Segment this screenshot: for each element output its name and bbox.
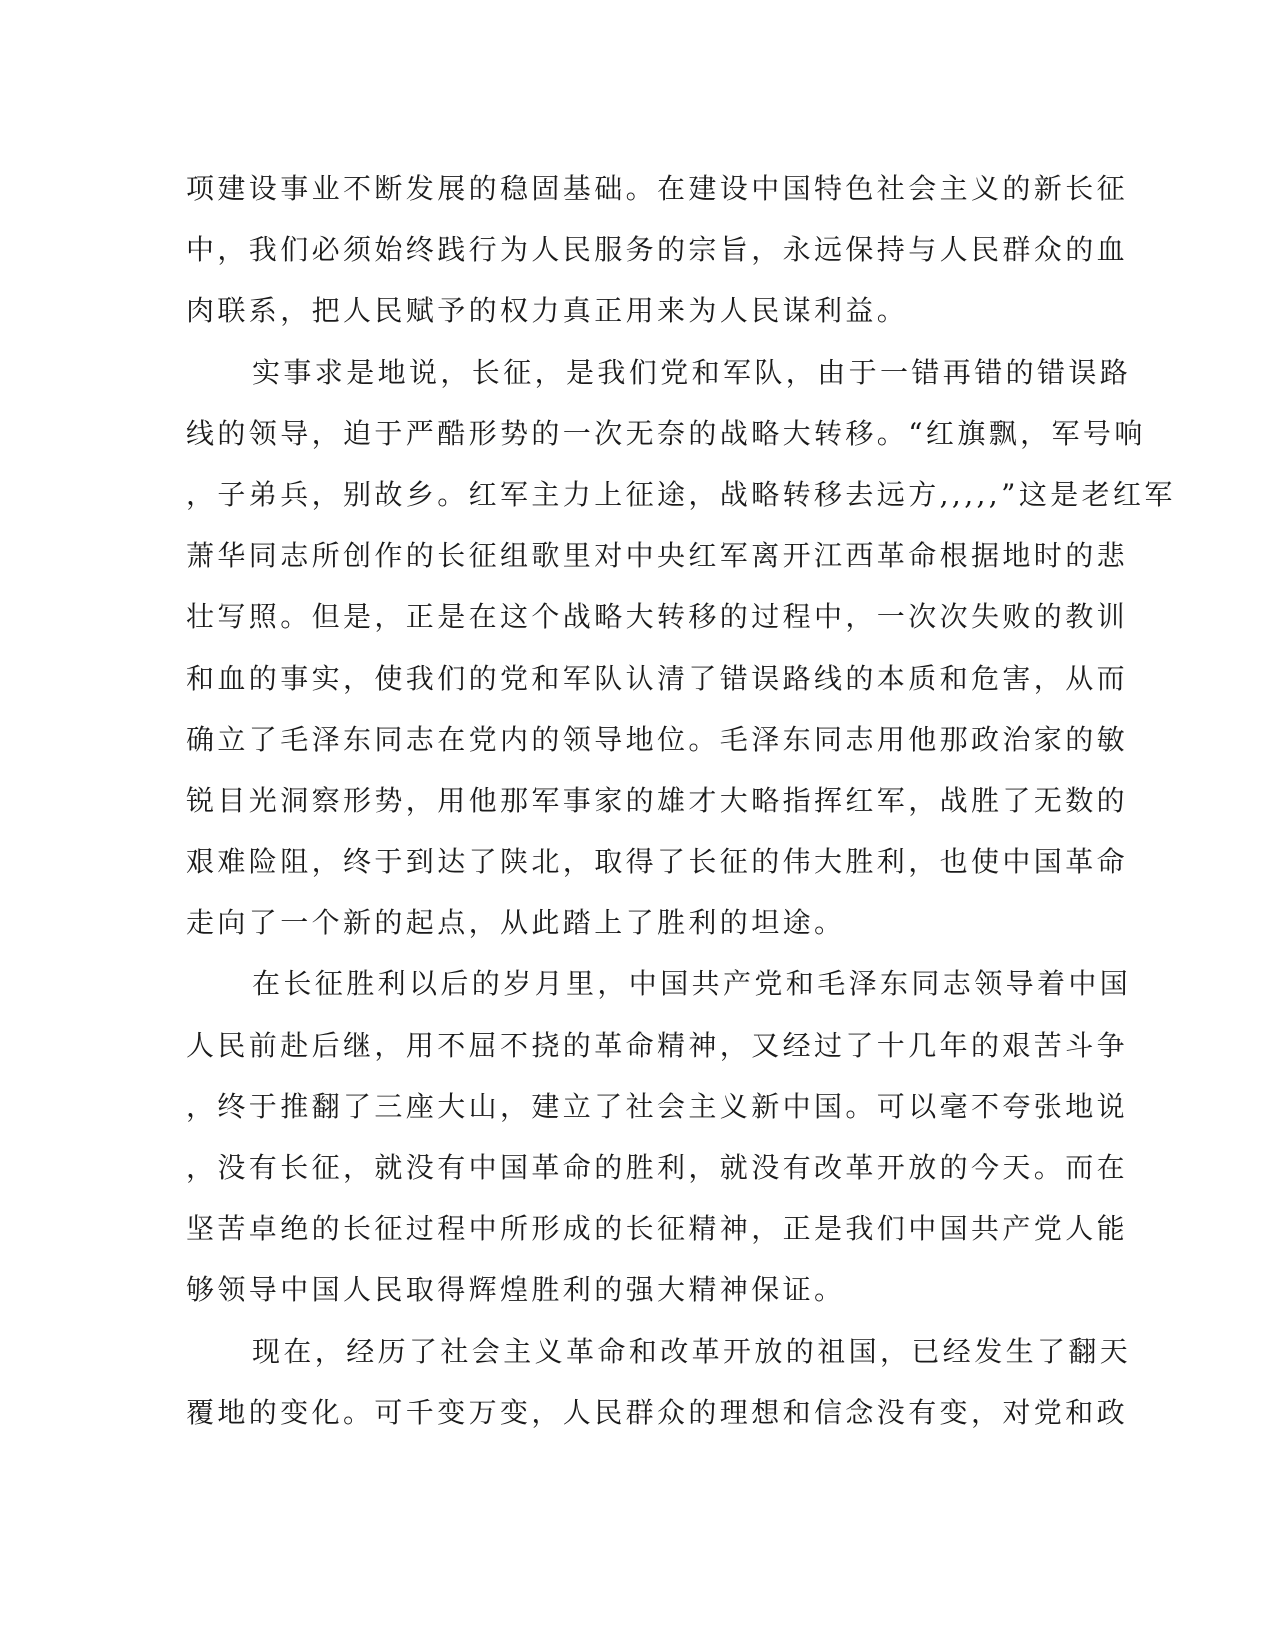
paragraph-first-line: 实事求是地说，长征，是我们党和军队，由于一错再错的错误路 xyxy=(252,355,1132,389)
text-line: 确立了毛泽东同志在党内的领导地位。毛泽东同志用他那政治家的敏 xyxy=(186,722,1129,756)
text-line: 萧华同志所创作的长征组歌里对中央红军离开江西革命根据地时的悲 xyxy=(186,539,1129,573)
text-line: 锐目光洞察形势，用他那军事家的雄才大略指挥红军，战胜了无数的 xyxy=(186,783,1129,817)
text-line: 项建设事业不断发展的稳固基础。在建设中国特色社会主义的新长征 xyxy=(186,172,1129,205)
text-line: 走向了一个新的起点，从此踏上了胜利的坦途。 xyxy=(186,906,846,940)
paragraph-first-line: 现在，经历了社会主义革命和改革开放的祖国，已经发生了翻天 xyxy=(252,1334,1132,1368)
text-line: 线的领导，迫于严酷形势的一次无奈的战略大转移。“红旗飘，军号响 xyxy=(186,416,1146,450)
text-line: 坚苦卓绝的长征过程中所形成的长征精神，正是我们中国共产党人能 xyxy=(186,1212,1129,1246)
text-line: 覆地的变化。可千变万变，人民群众的理想和信念没有变，对党和政 xyxy=(186,1395,1129,1429)
text-line: 中，我们必须始终践行为人民服务的宗旨，永远保持与人民群众的血 xyxy=(186,233,1129,267)
text-line: 艰难险阻，终于到达了陕北，取得了长征的伟大胜利，也使中国革命 xyxy=(186,845,1129,879)
document-body xyxy=(186,158,1176,1443)
text-line: ，子弟兵，别故乡。红军主力上征途，战略转移去远方,,,,,”这是老红军 xyxy=(186,477,1176,511)
text-line: 肉联系，把人民赋予的权力真正用来为人民谋利益。 xyxy=(186,294,909,328)
text-line: ，终于推翻了三座大山，建立了社会主义新中国。可以毫不夸张地说 xyxy=(186,1089,1129,1123)
text-line: 够领导中国人民取得辉煌胜利的强大精神保证。 xyxy=(186,1273,846,1307)
text-line: ，没有长征，就没有中国革命的胜利，就没有改革开放的今天。而在 xyxy=(186,1151,1129,1184)
text-line: 壮写照。但是，正是在这个战略大转移的过程中，一次次失败的教训 xyxy=(186,600,1129,634)
paragraph-first-line: 在长征胜利以后的岁月里，中国共产党和毛泽东同志领导着中国 xyxy=(252,967,1132,1001)
text-line: 和血的事实，使我们的党和军队认清了错误路线的本质和危害，从而 xyxy=(186,661,1129,695)
text-line: 人民前赴后继，用不屈不挠的革命精神，又经过了十几年的艰苦斗争 xyxy=(186,1028,1129,1062)
